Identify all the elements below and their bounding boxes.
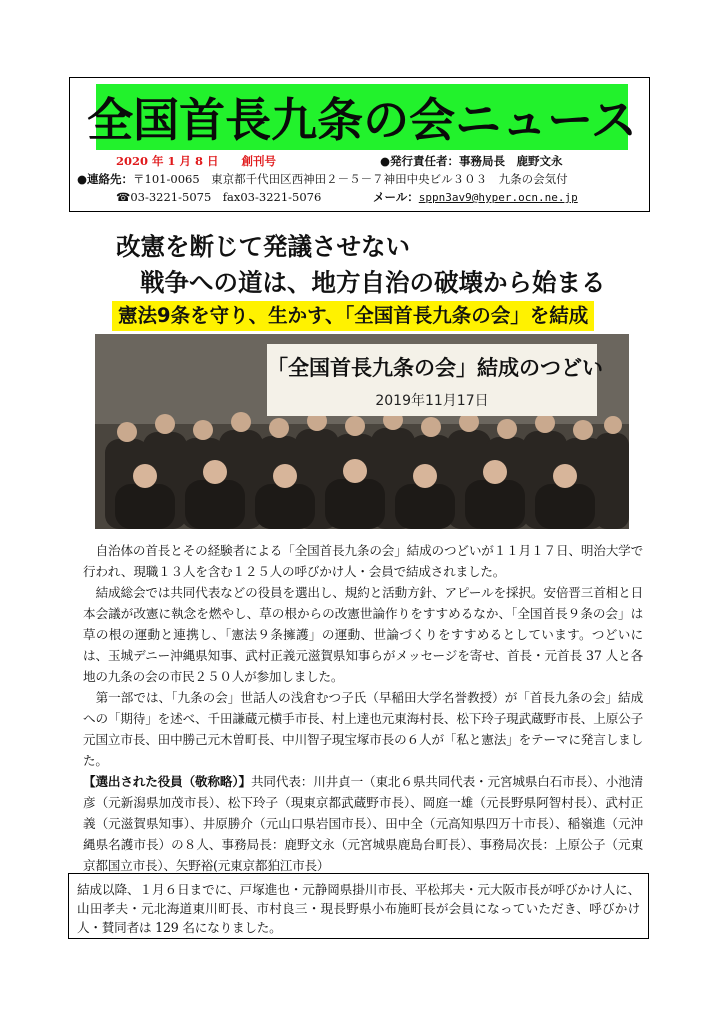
subheadline: 憲法9条を守り、生かす、「全国首長九条の会」を結成: [112, 301, 594, 331]
issue-date: 2020 年 1 月 8 日 創刊号: [116, 154, 277, 168]
group-photo: [95, 334, 629, 529]
officers-paragraph: [83, 771, 643, 876]
title-band: [87, 84, 637, 150]
headline-primary: 改憲を断じて発議させない: [116, 232, 410, 261]
newsletter-title: 全国首長九条の会ニュース: [87, 93, 637, 147]
email-line: [373, 189, 578, 206]
banner-title: 「全国首長九条の会」結成のつどい: [267, 356, 603, 380]
article-paragraph-3: 第一部では、「九条の会」世話人の浅倉むつ子氏（早稲田大学名誉教授）が「首長九条の会」結成への「期待」を述べ、千田謙蔵元横手市長、村上達也元東海村長、松下玲子現武蔵野市長、上原公子元国立市長、田中勝己元木曽町長、中川智子現宝塚市長の６人が「私と憲法」をテーマに発言しました。: [83, 690, 643, 768]
masthead-box: [69, 77, 650, 212]
event-banner: [267, 344, 603, 416]
email-link[interactable]: sppn3av9@hyper.ocn.ne.jp: [418, 191, 578, 204]
phone-fax: ☎03-3221-5075 fax03-3221-5076: [116, 190, 322, 204]
email-label: メール：: [373, 190, 419, 204]
update-note-box: 結成以降、１月６日までに、戸塚進也・元静岡県掛川市長、平松邦夫・元大阪市長が呼びかけ人に、山田孝夫・元北海道東川町長、市村良三・現長野県小布施町長が会員になっていただき、呼びかけ人・賛同者は 129 名になりました。: [68, 873, 649, 939]
publisher: ●発行責任者：事務局長 鹿野文永: [380, 154, 563, 168]
headline-secondary: 戦争への道は、地方自治の破壊から始まる: [140, 268, 606, 297]
banner-date: 2019年11月17日: [375, 393, 489, 409]
article-paragraph-1: 自治体の首長とその経験者による「全国首長九条の会」結成のつどいが１１月１７日、明治大学で行われ、現職１３人を含む１２５人の呼びかけ人・会員で結成されました。: [83, 543, 643, 579]
officers-heading: 【選出された役員（敬称略）】: [83, 774, 251, 789]
contact-label: ●連絡先：: [77, 172, 134, 186]
officers-text: 共同代表：川井貞一（東北６県共同代表・元宮城県白石市長）、小池清彦（元新潟県加茂市長）、松下玲子（現東京都武蔵野市長）、岡庭一雄（元長野県阿智村長）、武村正義（元滋賀県知事）、井原勝介（元山口県岩国市長）、田中全（元高知県四万十市長）、稲嶺進（元沖縄県名護市長）の８人、事務局長：鹿野文永（元宮城県鹿島台町長）、事務局次長：上原公子（元東京都国立市長）、矢野裕(元東京都狛江市長）: [83, 774, 643, 873]
contact-line: [77, 171, 568, 187]
address: 〒101-0065 東京都千代田区西神田２－５－７神田中央ビル３０３ 九条の会気付: [133, 172, 568, 186]
article-paragraph-2: 結成総会では共同代表などの役員を選出し、規約と活動方針、アピールを採択。安倍晋三首相と日本会議が改憲に執念を燃やし、草の根からの改憲世論作りをすすめるなか、「全国首長９条の会」は草の根の運動と連携し、「憲法９条擁護」の運動、世論づくりをすすめるとしています。つどいには、玉城デニー沖縄県知事、武村正義元滋賀県知事らがメッセージを寄せ、首長・元首長 37 人と各地の九条の会の市民２５０人が参加しました。: [83, 585, 643, 684]
article-body: [83, 540, 643, 876]
